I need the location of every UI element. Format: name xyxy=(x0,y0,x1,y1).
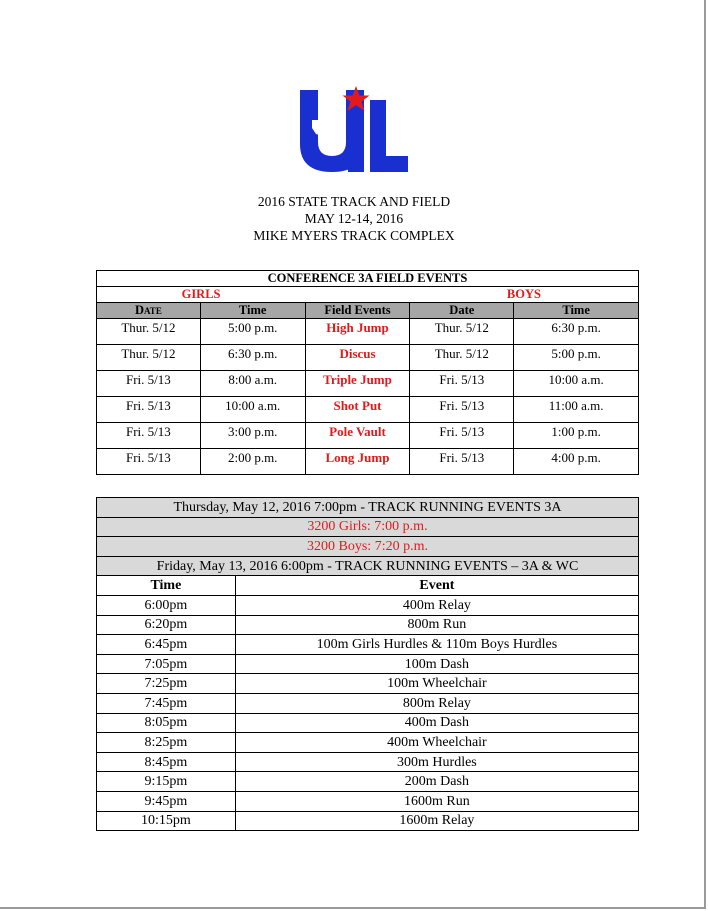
boys-3200-row xyxy=(97,537,639,557)
event-time: 8:05pm xyxy=(97,713,236,733)
event-time: 6:45pm xyxy=(97,635,236,655)
boys-time: 5:00 p.m. xyxy=(514,345,639,371)
boys-time: 11:00 a.m. xyxy=(514,397,639,423)
column-header: Date xyxy=(97,303,201,319)
table-row xyxy=(97,635,639,655)
girls-date: Fri. 5/13 xyxy=(97,449,201,475)
event-name: 100m Girls Hurdles & 110m Boys Hurdles xyxy=(235,635,638,655)
event-name: 1600m Run xyxy=(235,791,638,811)
column-header: Time xyxy=(200,303,305,319)
column-header-time: Time xyxy=(97,576,236,596)
event-time: 6:00pm xyxy=(97,595,236,615)
girls-date: Thur. 5/12 xyxy=(97,319,201,345)
table-row xyxy=(97,423,639,449)
gender-row xyxy=(97,287,639,303)
girls-time: 2:00 p.m. xyxy=(200,449,305,475)
column-header: Time xyxy=(514,303,639,319)
gender-spacer xyxy=(305,287,410,303)
column-header: Field Events xyxy=(305,303,410,319)
boys-3200-time: 3200 Boys: 7:20 p.m. xyxy=(97,537,639,557)
field-event-name: Long Jump xyxy=(305,449,410,475)
column-header-event: Event xyxy=(235,576,638,596)
table-row xyxy=(97,674,639,694)
girls-time: 10:00 a.m. xyxy=(200,397,305,423)
running-header-row xyxy=(97,576,639,596)
event-name: 100m Dash xyxy=(235,654,638,674)
table-row xyxy=(97,654,639,674)
table-row xyxy=(97,615,639,635)
event-time: 9:45pm xyxy=(97,791,236,811)
thursday-banner: Thursday, May 12, 2016 7:00pm - TRACK RUNNING EVENTS 3A xyxy=(97,498,639,518)
table-row xyxy=(97,449,639,475)
girls-date: Thur. 5/12 xyxy=(97,345,201,371)
field-event-name: Triple Jump xyxy=(305,371,410,397)
field-events-title: CONFERENCE 3A FIELD EVENTS xyxy=(97,271,639,287)
table-row xyxy=(97,752,639,772)
heading-line-3: MIKE MYERS TRACK COMPLEX xyxy=(253,228,455,243)
boys-time: 4:00 p.m. xyxy=(514,449,639,475)
boys-time: 1:00 p.m. xyxy=(514,423,639,449)
event-name: 800m Relay xyxy=(235,693,638,713)
girls-3200-time: 3200 Girls: 7:00 p.m. xyxy=(97,517,639,537)
boys-time: 10:00 a.m. xyxy=(514,371,639,397)
table-row xyxy=(97,791,639,811)
table-row xyxy=(97,733,639,753)
event-name: 200m Dash xyxy=(235,772,638,792)
boys-time: 6:30 p.m. xyxy=(514,319,639,345)
running-events-table xyxy=(96,497,639,831)
field-events-header-row xyxy=(97,303,639,319)
girls-date: Fri. 5/13 xyxy=(97,371,201,397)
field-event-name: Pole Vault xyxy=(305,423,410,449)
uil-logo-icon xyxy=(298,86,410,174)
event-name: 400m Dash xyxy=(235,713,638,733)
event-name: 400m Wheelchair xyxy=(235,733,638,753)
girls-date: Fri. 5/13 xyxy=(97,397,201,423)
event-time: 6:20pm xyxy=(97,615,236,635)
girls-time: 3:00 p.m. xyxy=(200,423,305,449)
column-header: Date xyxy=(410,303,514,319)
girls-date: Fri. 5/13 xyxy=(97,423,201,449)
field-event-name: Shot Put xyxy=(305,397,410,423)
boys-date: Fri. 5/13 xyxy=(410,449,514,475)
field-event-name: High Jump xyxy=(305,319,410,345)
event-name: 1600m Relay xyxy=(235,811,638,831)
event-time: 7:25pm xyxy=(97,674,236,694)
table-row xyxy=(97,345,639,371)
boys-label: BOYS xyxy=(410,287,639,303)
girls-time: 5:00 p.m. xyxy=(200,319,305,345)
boys-date: Fri. 5/13 xyxy=(410,397,514,423)
field-event-name: Discus xyxy=(305,345,410,371)
field-events-title-row xyxy=(97,271,639,287)
friday-banner: Friday, May 13, 2016 6:00pm - TRACK RUNNING EVENTS – 3A & WC xyxy=(97,556,639,576)
girls-time: 6:30 p.m. xyxy=(200,345,305,371)
boys-date: Thur. 5/12 xyxy=(410,319,514,345)
table-row xyxy=(97,319,639,345)
event-time: 7:45pm xyxy=(97,693,236,713)
table-row xyxy=(97,713,639,733)
friday-banner-row xyxy=(97,556,639,576)
girls-time: 8:00 a.m. xyxy=(200,371,305,397)
girls-label: GIRLS xyxy=(97,287,306,303)
event-time: 7:05pm xyxy=(97,654,236,674)
boys-date: Thur. 5/12 xyxy=(410,345,514,371)
event-time: 8:25pm xyxy=(97,733,236,753)
table-row xyxy=(97,371,639,397)
girls-3200-row xyxy=(97,517,639,537)
field-events-table xyxy=(96,270,639,475)
table-row xyxy=(97,811,639,831)
boys-date: Fri. 5/13 xyxy=(410,423,514,449)
boys-date: Fri. 5/13 xyxy=(410,371,514,397)
table-row xyxy=(97,397,639,423)
event-name: 400m Relay xyxy=(235,595,638,615)
event-name: 100m Wheelchair xyxy=(235,674,638,694)
table-row xyxy=(97,693,639,713)
thursday-banner-row xyxy=(97,498,639,518)
heading-line-2: MAY 12-14, 2016 xyxy=(304,211,404,226)
table-row xyxy=(97,595,639,615)
event-time: 9:15pm xyxy=(97,772,236,792)
event-time: 10:15pm xyxy=(97,811,236,831)
heading-line-1: 2016 STATE TRACK AND FIELD xyxy=(257,194,451,209)
event-name: 300m Hurdles xyxy=(235,752,638,772)
event-time: 8:45pm xyxy=(97,752,236,772)
event-name: 800m Run xyxy=(235,615,638,635)
table-row xyxy=(97,772,639,792)
